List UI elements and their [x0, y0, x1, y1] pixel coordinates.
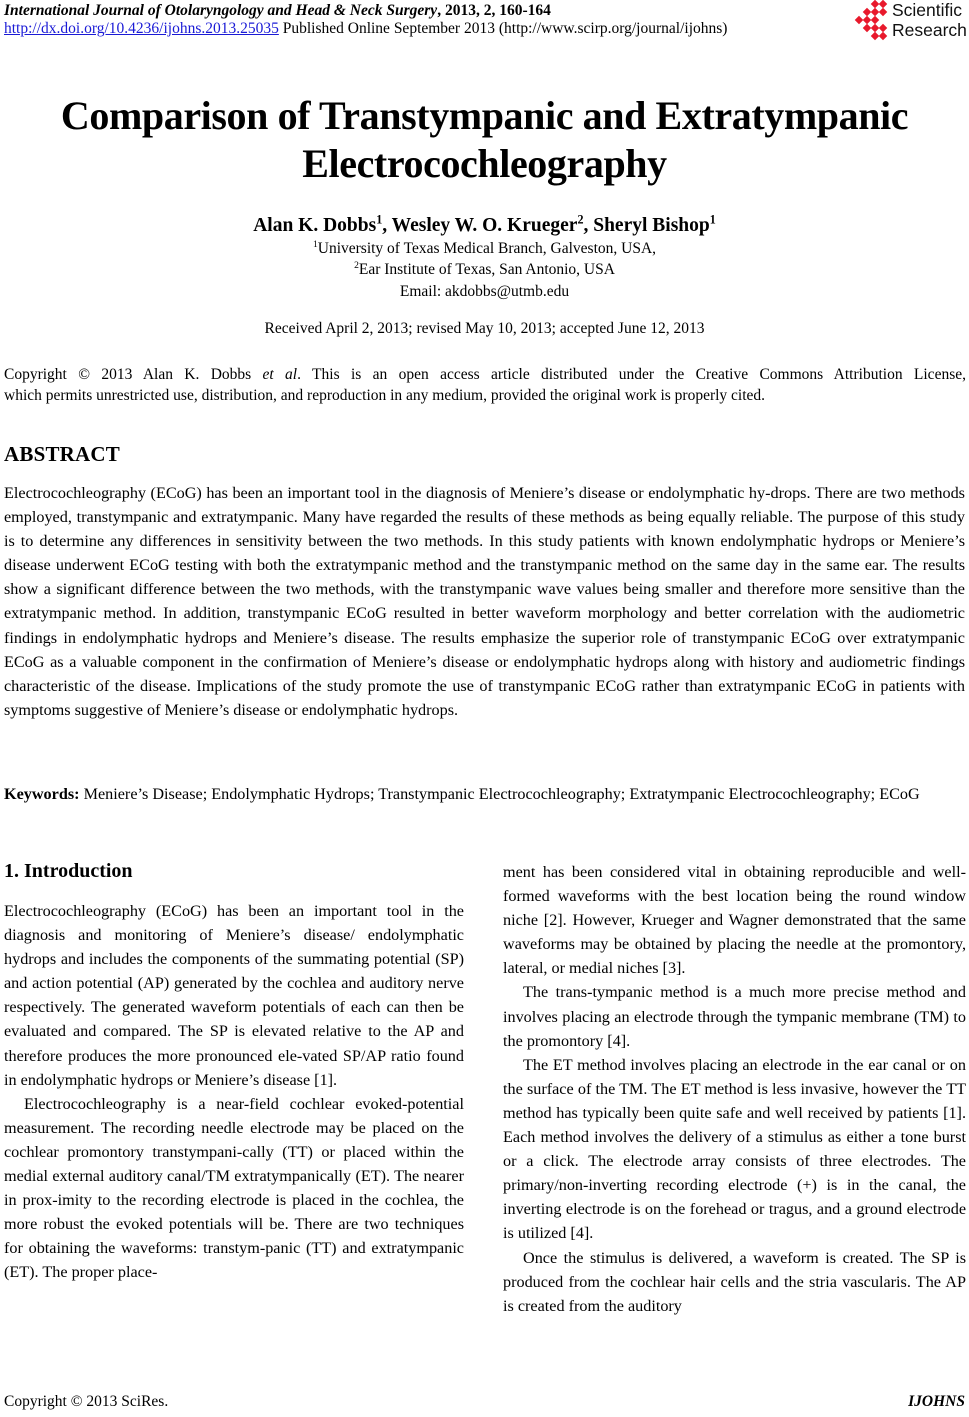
- publication-info: [4, 20, 727, 38]
- received-dates: Received April 2, 2013; revised May 10, 2013; accepted June 12, 2013: [264, 320, 705, 337]
- abstract-body: Electrocochleography (ECoG) has been an important tool in the diagnosis of Meniere’s disease or endolymphatic hy-drops. There are two methods employed, transtympanic and extratympanic. Many have regarded the results of these methods as being equally reliable. The purpose of this study is to determine any differences in sensitivity between the two methods. In this study patients with known endolymphatic hydrops or Meniere’s disease underwent ECoG testing with both the extratympanic method and the transtympanic method on the same day in the same ear. The results show a significant difference between the two methods, with the transtympanic wave values being smaller and therefore more sensitive than the extratympanic method. In addition, transtympanic ECoG resulted in better waveform morphology and better correlation with the audiometric findings in endolymphatic hydrops and Meniere’s disease. The results emphasize the superior role of transtympanic ECoG over extratympanic ECoG as a valuable component in the confirmation of Meniere’s disease or endolymphatic hydrops along with history and audiometric findings characteristic of the disease. Implications of the study promote the use of transtympanic ECoG rather than extratympanic ECoG in patients with symptoms suggestive of Meniere’s disease or endolymphatic hydrops.: [4, 484, 965, 719]
- keywords-list: Meniere’s Disease; Endolymphatic Hydrops; Transtympanic Electrocochleography; Extratympanic Electrocochleography; ECoG: [79, 785, 920, 803]
- author-separator: ,: [583, 215, 594, 236]
- author-email: Email: akdobbs@utmb.edu: [399, 283, 570, 300]
- title-line-2: Electrocochleography: [302, 141, 667, 186]
- affil-text: University of Texas Medical Branch, Galveston, USA,: [317, 240, 657, 257]
- paragraph: ment has been considered vital in obtaining reproducible and well-formed waveforms with the best location being the round window niche [2]. However, Krueger and Wagner demonstrated that the same waveforms may be obtained by placing the needle at the promontory, lateral, or medial niches [3].: [503, 863, 966, 978]
- author-name: Sheryl Bishop: [593, 215, 710, 236]
- affiliation-2: [0, 259, 969, 281]
- author-list: [0, 214, 969, 238]
- copyright-etal: et al: [262, 366, 298, 383]
- paper-title: [0, 92, 969, 188]
- copyright-line-2: which permits unrestricted use, distribution, and reproduction in any medium, provided the original work is properly cited.: [4, 387, 766, 404]
- author-name: Wesley W. O. Krueger: [391, 215, 578, 236]
- copyright-prefix: Copyright © 2013 Alan K. Dobbs: [4, 366, 263, 383]
- journal-name: International Journal of Otolaryngology and Head & Neck Surgery: [4, 2, 438, 19]
- author-affil-marker: 1: [376, 212, 383, 227]
- column-right: [503, 860, 966, 1318]
- affiliation-1: [0, 238, 969, 260]
- abstract-heading: ABSTRACT: [4, 442, 120, 466]
- logo-line-1: Scientific: [892, 0, 963, 20]
- scientific-research-logo: [848, 0, 969, 42]
- footer-copyright: Copyright © 2013 SciRes.: [4, 1393, 169, 1410]
- copyright-rest: . This is an open access article distributed under the Creative Commons Attribution License,: [297, 366, 966, 383]
- doi-link[interactable]: http://dx.doi.org/10.4236/ijohns.2013.25035: [4, 20, 279, 37]
- title-line-1: Comparison of Transtympanic and Extratympanic: [60, 93, 909, 138]
- footer-journal-abbr: IJOHNS: [908, 1393, 965, 1410]
- published-online: Published Online September 2013 (http://www.scirp.org/journal/ijohns): [278, 20, 728, 37]
- logo-wordmark: [892, 0, 967, 40]
- affil-number: 1: [312, 238, 318, 250]
- diamond-cluster-logo-icon: [848, 0, 892, 42]
- journal-citation: [4, 2, 551, 20]
- copyright-notice: [4, 364, 966, 406]
- paragraph: Electrocochleography is a near-field cochlear evoked-potential measurement. The recording needle electrode may be placed on the cochlear promontory transtympani-cally (TT) or placed within the medial external auditory canal/TM extratympanically (ET). The nearer in prox-imity to the recording electrode is placed in the cochlea, the more robust the evoked potentials will be. There are two techniques for obtaining the waveforms: transtym-panic (TT) and extratympanic (ET). The proper place-: [4, 1094, 464, 1282]
- logo-line-2: Research: [892, 20, 967, 40]
- keywords-label: Keywords:: [4, 785, 80, 803]
- journal-volume: , 2013, 2, 160-164: [437, 2, 551, 19]
- paragraph: The trans-tympanic method is a much more precise method and involves placing an electrode through the tympanic membrane (TM) to the promontory [4].: [503, 983, 966, 1050]
- keywords: [4, 782, 969, 806]
- author-separator: ,: [382, 215, 392, 236]
- author-name: Alan K. Dobbs: [253, 215, 377, 236]
- copyright-line-1: [4, 364, 966, 385]
- section-heading-introduction: 1. Introduction: [4, 860, 133, 882]
- paragraph: Electrocochleography (ECoG) has been an important tool in the diagnosis and monitoring of Meniere’s disease/ endolymphatic hydrops and includes the components of the summating potential (SP) and action potential (AP) generated by the cochlea and auditory nerve respectively. The generated waveform potentials of each can then be evaluated and compared. The SP is elevated relative to the AP and therefore produces the more pronounced ele-vated SP/AP ratio found in endolymphatic hydrops or Meniere’s disease [1].: [4, 902, 464, 1089]
- paragraph: The ET method involves placing an electrode in the ear canal or on the surface of the TM. The ET method is less invasive, however the TT method has typically been quite safe and well received by patients [1]. Each method involves the delivery of a stimulus as either a tone burst or a click. The electrode array consists of three electrodes. The primary/non-inverting recording electrode (+) is in the canal, the inverting electrode is on the forehead or tragus, and a ground electrode is utilized [4].: [503, 1055, 966, 1243]
- column-left: [4, 899, 464, 1285]
- author-affil-marker: 1: [709, 212, 716, 227]
- affil-text: Ear Institute of Texas, San Antonio, USA: [358, 261, 615, 278]
- author-affil-marker: 2: [577, 212, 584, 227]
- affil-number: 2: [354, 259, 359, 271]
- paragraph: Once the stimulus is delivered, a waveform is created. The SP is produced from the cochlear hair cells and the stria vascularis. The AP is created from the auditory: [503, 1248, 966, 1315]
